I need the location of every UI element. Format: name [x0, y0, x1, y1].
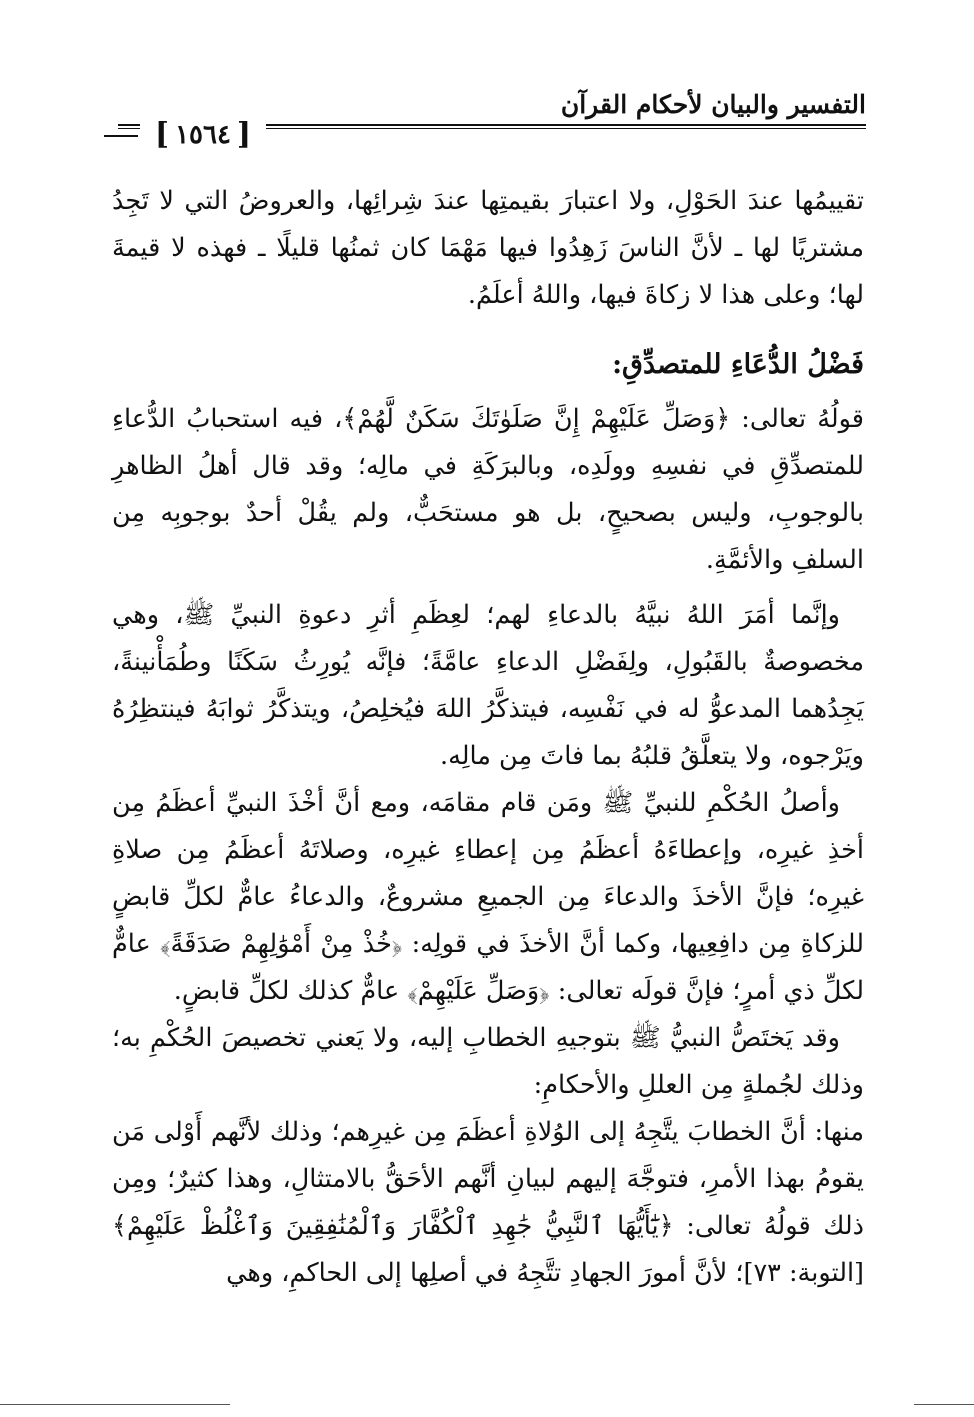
- page-header: [118, 88, 866, 158]
- footer-rule: [0, 1404, 230, 1405]
- paragraph-6: منها: أنَّ الخطابَ يتَّجِهُ إلى الوُلاةِ أعظَمَ مِن غيرِهم؛ وذلك لأنَّهم أَوْلى مَن يقومُ بهذا الأمرِ، فتوجَّهَ إليهم لبيانِ أنَّهم الأحَقُّ بالامتثالِ، وهذا كثيرٌ؛ ومِن ذلك قولُهُ تعالى: ﴿يَٰٓأَيُّهَا ٱلنَّبِيُّ جَٰهِدِ ٱلْكُفَّارَ وَٱلْمُنَٰفِقِينَ وَٱغْلُظْ عَلَيْهِمْ﴾ [التوبة: ٧٣]؛ لأنَّ أمورَ الجهادِ تتَّجِهُ في أصلِها إلى الحاكمِ، وهي: [112, 1117, 864, 1288]
- page-number: ١٥٦٤: [175, 120, 231, 150]
- section-heading: فَضْلُ الدُّعَاءِ للمتصدِّقِ:: [612, 349, 864, 380]
- header-dash: [104, 135, 138, 137]
- paragraph-3: وإنَّما أمَرَ اللهُ نبيَّهُ بالدعاءِ لهم؛ لعِظَمِ أثرِ دعوةِ النبيِّ ﷺ، وهي مخصوصةٌ بالقَبُولِ، ولِفَضْلِ الدعاءِ عامَّةً؛ فإنَّه يُورِثُ سَكَنًا وطُمَأْنينةً، يَجِدُهما المدعوُّ له في نَفْسِه، فيتذكَّرُ اللهَ فيُخلِصُ، ويتذكَّرُ ثوابَهُ فينتظِرُهُ ويَرْجوه، ولا يتعلَّقُ قلبُهُ بما فاتَ مِن مالِه.: [112, 600, 864, 771]
- paragraph-2: قولُهُ تعالى: ﴿وَصَلِّ عَلَيْهِمْ إِنَّ صَلَوٰتَكَ سَكَنٌ لَّهُمْ﴾، فيه استحبابُ الدُّعاءِ للمتصدِّقِ في نفسِهِ وولَدِه، وبالبرَكَةِ في مالِه؛ وقد قال أهلُ الظاهرِ بالوجوبِ، وليس بصحيحٍ، بل هو مستحَبٌّ، ولم يقُلْ أحدٌ بوجوبِه مِن السلفِ والأئمَّةِ.: [112, 404, 864, 575]
- footer-dash: [914, 1404, 974, 1405]
- page-number-box: [140, 118, 266, 152]
- paragraph-4: وأصلُ الحُكْمِ للنبيِّ ﷺ ومَن قام مقامَه، ومع أنَّ أخْذَ النبيِّ أعظَمُ مِن أخذِ غيرِه، وإعطاءَهُ أعظَمُ مِن إعطاءِ غيرِه، وصلاتَهُ أعظَمُ مِن صلاةِ غيرِه؛ فإنَّ الأخذَ والدعاءَ مِن الجميعِ مشروعٌ، والدعاءُ عامٌّ لكلِّ قابضٍ للزكاةِ مِن دافِعِيها، وكما أنَّ الأخذَ في قولِه: ﴿خُذْ مِنْ أَمْوَٰلِهِمْ صَدَقَةً﴾ عامٌّ لكلِّ ذي أمرٍ؛ فإنَّ قولَه تعالى: ﴿وَصَلِّ عَلَيْهِمْ﴾ عامٌّ كذلك لكلِّ قابضٍ.: [112, 788, 864, 1006]
- paragraph-5: وقد يَختَصُّ النبيُّ ﷺ بتوجيهِ الخطابِ إليه، ولا يَعني تخصيصَ الحُكْمِ به؛ وذلك لجُملةٍ مِن العللِ والأحكامِ:: [112, 1023, 864, 1100]
- book-title: التفسير والبيان لأحكام القرآن: [560, 90, 866, 119]
- page-body: [112, 178, 864, 1297]
- bracket-right: ]: [236, 117, 252, 152]
- bracket-left: [: [154, 117, 170, 152]
- paragraph-1: تقييمُها عندَ الحَوْلِ، ولا اعتبارَ بقيمتِها عندَ شِرائِها، والعروضُ التي لا تَجِدُ مشتريًا لها ـ لأنَّ الناسَ زَهِدُوا فيها مَهْمَا كان ثمنُها قليلًا ـ فهذه لا قيمةَ لها؛ وعلى هذا لا زكاةَ فيها، واللهُ أعلَمُ.: [112, 186, 864, 310]
